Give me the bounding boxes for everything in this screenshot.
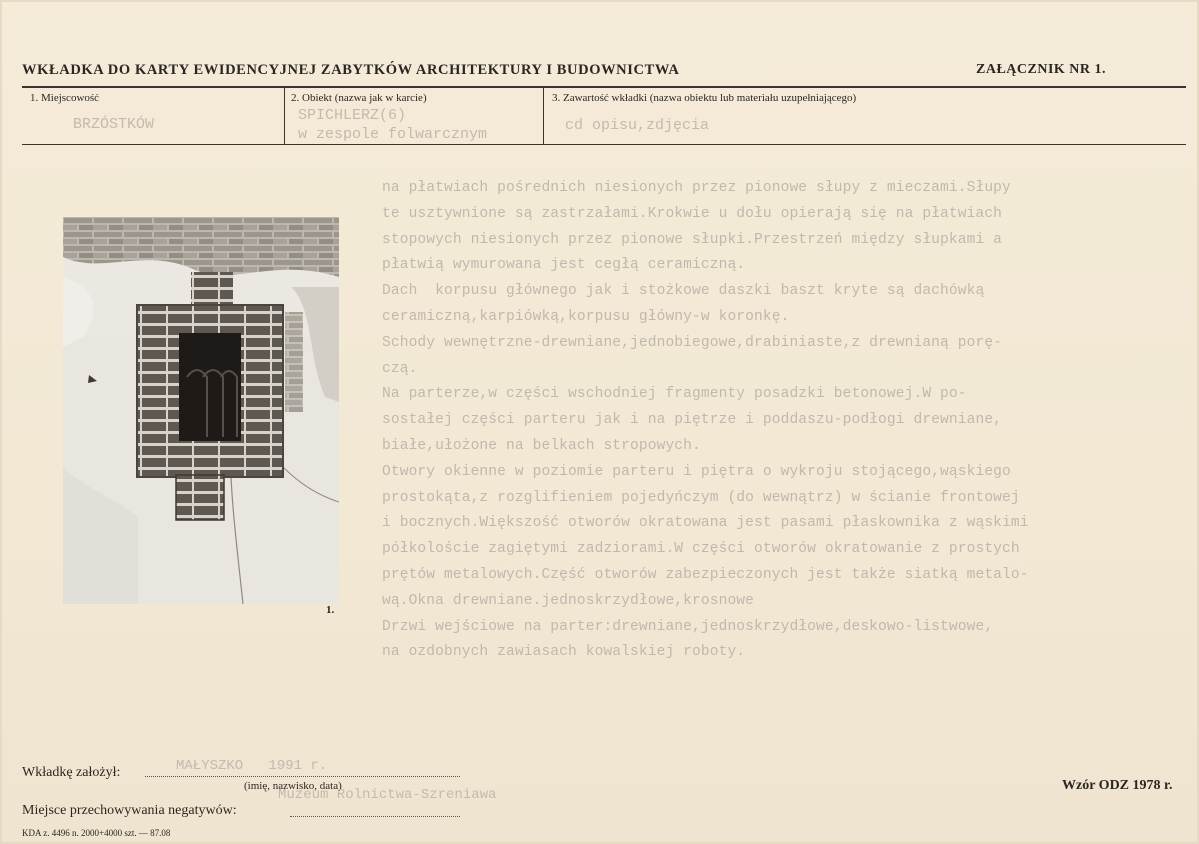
description-line: na płatwiach pośrednich niesionych przez pionowe słupy z mieczami.Słupy: [382, 180, 1011, 196]
field-contents-label: 3. Zawartość wkładki (nazwa obiektu lub materiału uzupełniającego): [552, 92, 857, 104]
founder-hint: (imię, nazwisko, data): [244, 780, 342, 792]
description-line: półkoloście zagiętymi zadziorami.W części otworów okratowanie z prostych: [382, 541, 1020, 558]
window-photo-image: [63, 217, 339, 604]
field-locality-label: 1. Miejscowość: [30, 92, 100, 104]
founder-label: Wkładkę założył:: [22, 765, 121, 780]
description-line: Otwory okienne w poziomie parteru i piętra o wykroju stojącego,wąskiego: [382, 463, 1011, 480]
description-line: i bocznych.Większość otworów okratowana jest pasami płaskownika z wąskimi: [382, 515, 1029, 532]
description-line: Schody wewnętrzne-drewniane,jednobiegowe,drabiniaste,z drewnianą porę-: [382, 334, 1003, 351]
description-line: prostokąta,z rozglifieniem pojedyńczym (do wewnątrz) w ścianie frontowej: [382, 489, 1020, 506]
print-info: KDA z. 4496 n. 2000+4000 szt. — 87.08: [22, 828, 171, 838]
founder-value: MAŁYSZKO 1991 r.: [176, 758, 328, 774]
description-line: Drzwi wejściowe na parter:drewniane,jednoskrzydłowe,deskowo-listwowe,: [382, 618, 994, 635]
field-object-value-line1: SPICHLERZ(6): [298, 107, 407, 124]
description-line: płatwią wymurowana jest cegłą ceramiczną.: [382, 257, 746, 274]
field-divider-1: [284, 88, 285, 144]
description-line: prętów metalowych.Część otworów zabezpieczonych jest także siatką metalo-: [382, 566, 1029, 583]
description-line: Na parterze,w części wschodniej fragmenty posadzki betonowej.W po-: [382, 386, 967, 403]
storage-label: Miejsce przechowywania negatywów:: [22, 803, 237, 818]
storage-value: Muzeum Rolnictwa-Szreniawa: [278, 787, 497, 803]
description-line: wą.Okna drewniane.jednoskrzydłowe,krosnowe: [382, 592, 755, 609]
description-line: Dach korpusu głównego jak i stożkowe daszki baszt kryte są dachówką: [382, 283, 985, 300]
window-photograph: [63, 217, 339, 604]
field-divider-2: [543, 88, 544, 144]
description-line: czą.: [382, 360, 418, 377]
description-line: te usztywnione są zastrzałami.Krokwie u dołu opierają się na płatwiach: [382, 205, 1003, 222]
field-contents-value: cd opisu,zdjęcia: [565, 117, 710, 134]
description-line: stopowych niesionych przez pionowe słupki.Przestrzeń między słupkami a: [382, 231, 1003, 248]
field-object-value-line2: w zespole folwarcznym: [298, 126, 488, 143]
field-object-label: 2. Obiekt (nazwa jak w karcie): [291, 92, 427, 104]
field-locality-value: BRZÓSTKÓW: [73, 116, 155, 133]
founder-dotted-line: [145, 776, 460, 777]
attachment-number: ZAŁĄCZNIK NR 1.: [976, 62, 1107, 77]
header-top-rule: [22, 86, 1186, 88]
form-model: Wzór ODZ 1978 r.: [1062, 778, 1173, 793]
description-line: na ozdobnych zawiasach kowalskiej roboty.: [382, 644, 746, 661]
header-bottom-rule: [22, 144, 1186, 145]
description-text: [382, 176, 1162, 666]
card-title: WKŁADKA DO KARTY EWIDENCYJNEJ ZABYTKÓW ARCHITEKTURY I BUDOWNICTWA: [22, 62, 680, 78]
storage-dotted-line: [290, 816, 460, 817]
description-line: białe,ułożone na belkach stropowych.: [382, 437, 701, 454]
description-line: ceramiczną,karpiówką,korpusu główny-w koronkę.: [382, 308, 790, 325]
photo-number: 1.: [326, 604, 335, 616]
description-line: sostałej części parteru jak i na piętrze i poddaszu-podłogi drewniane,: [382, 412, 1003, 429]
